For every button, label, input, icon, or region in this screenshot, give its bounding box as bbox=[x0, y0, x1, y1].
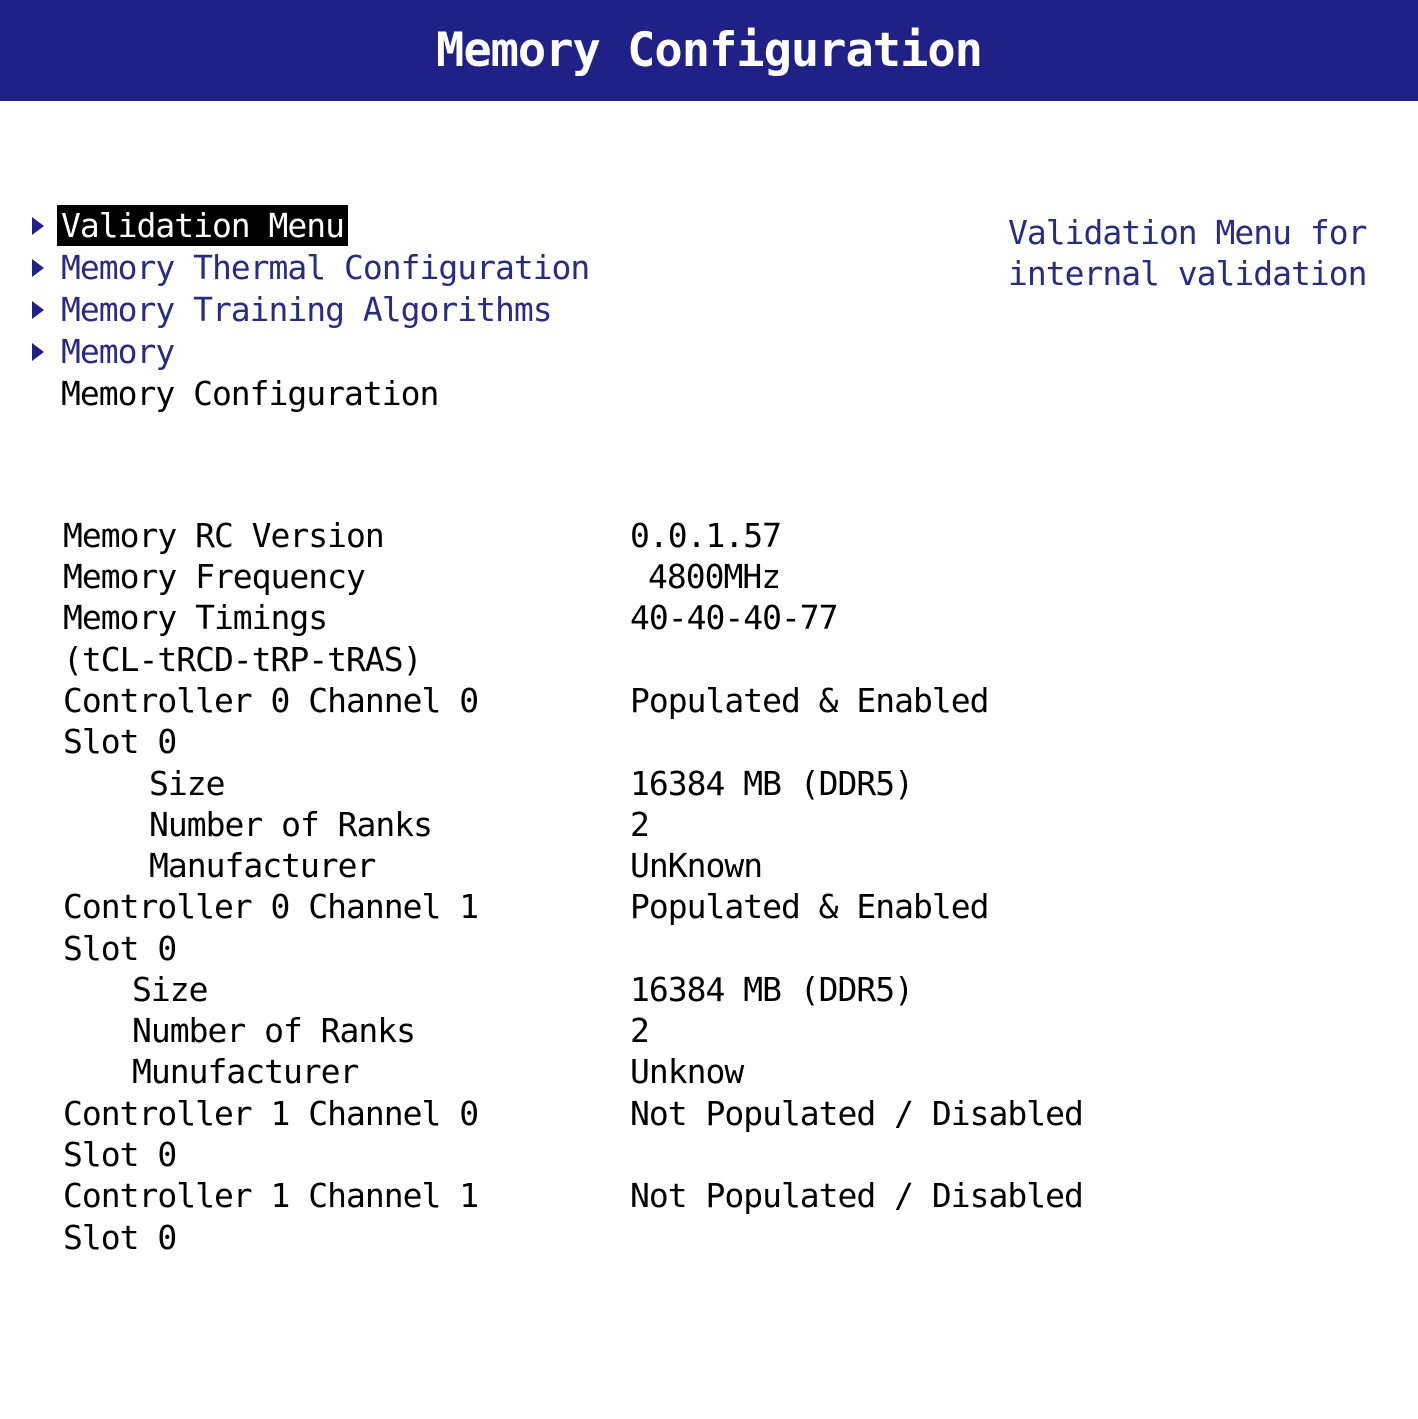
frequency-value: 4800MHz bbox=[648, 557, 781, 596]
c0ch1-size-value: 16384 MB (DDR5) bbox=[630, 970, 914, 1009]
frequency-label: Memory Frequency bbox=[63, 557, 365, 596]
submenu-arrow-icon bbox=[32, 259, 44, 277]
page-title: Memory Configuration bbox=[436, 23, 982, 78]
c1ch1-status: Not Populated / Disabled bbox=[630, 1176, 1083, 1215]
submenu-arrow-icon bbox=[32, 301, 44, 319]
c0ch0-manufacturer-label: Manufacturer bbox=[149, 846, 376, 885]
menu-item-label: Memory Training Algorithms bbox=[61, 290, 552, 329]
c0ch1-manufacturer-value: Unknow bbox=[630, 1052, 744, 1091]
c0ch1-ranks-label: Number of Ranks bbox=[132, 1011, 416, 1050]
menu-item-label: Memory bbox=[61, 332, 175, 371]
c0ch0-slot: Slot 0 bbox=[63, 722, 177, 761]
submenu-arrow-icon bbox=[32, 343, 44, 361]
rc-version-value: 0.0.1.57 bbox=[630, 516, 781, 555]
c1ch0-slot: Slot 0 bbox=[63, 1135, 177, 1174]
c0ch0-status: Populated & Enabled bbox=[630, 681, 989, 720]
timings-label: Memory Timings bbox=[63, 598, 328, 637]
menu-item-label: Memory Thermal Configuration bbox=[61, 248, 590, 287]
c0ch0-size-value: 16384 MB (DDR5) bbox=[630, 764, 914, 803]
c0ch0-ranks-value: 2 bbox=[630, 805, 649, 844]
help-text-line: internal validation bbox=[1008, 254, 1367, 293]
menu-item-label: Validation Menu bbox=[57, 205, 348, 246]
c0ch0-size-label: Size bbox=[149, 764, 225, 803]
timings-label-detail: (tCL-tRCD-tRP-tRAS) bbox=[63, 640, 422, 679]
c1ch1-label: Controller 1 Channel 1 bbox=[63, 1176, 479, 1215]
c0ch0-manufacturer-value: UnKnown bbox=[630, 846, 763, 885]
timings-value: 40-40-40-77 bbox=[630, 598, 838, 637]
rc-version-label: Memory RC Version bbox=[63, 516, 384, 555]
submenu-arrow-icon bbox=[32, 217, 44, 235]
help-text-line: Validation Menu for bbox=[1008, 213, 1367, 252]
c1ch0-status: Not Populated / Disabled bbox=[630, 1094, 1083, 1133]
c0ch1-label: Controller 0 Channel 1 bbox=[63, 887, 479, 926]
c0ch0-ranks-label: Number of Ranks bbox=[149, 805, 433, 844]
c0ch0-label: Controller 0 Channel 0 bbox=[63, 681, 479, 720]
c0ch1-status: Populated & Enabled bbox=[630, 887, 989, 926]
c0ch1-manufacturer-label: Munufacturer bbox=[132, 1052, 359, 1091]
c1ch0-label: Controller 1 Channel 0 bbox=[63, 1094, 479, 1133]
c1ch1-slot: Slot 0 bbox=[63, 1218, 177, 1257]
c0ch1-size-label: Size bbox=[132, 970, 208, 1009]
help-panel bbox=[1008, 212, 1408, 294]
title-bar bbox=[0, 0, 1418, 101]
c0ch1-ranks-value: 2 bbox=[630, 1011, 649, 1050]
section-heading-label: Memory Configuration bbox=[61, 374, 439, 413]
c0ch1-slot: Slot 0 bbox=[63, 929, 177, 968]
